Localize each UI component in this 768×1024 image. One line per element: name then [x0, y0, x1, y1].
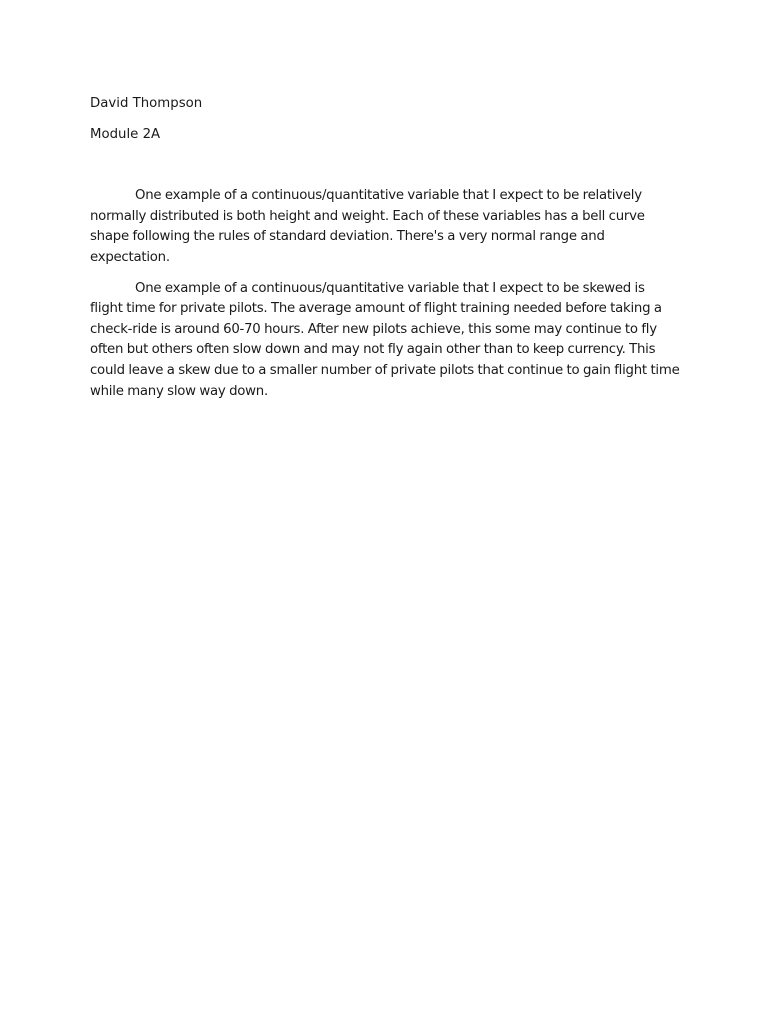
module-title: Module 2A: [90, 126, 161, 142]
document-body: [90, 186, 680, 402]
paragraph-skewed-distribution: One example of a continuous/quantitative variable that I expect to be skewed is flight time for private pilots. The average amount of flight training needed before taking a check-ride is around 60-70 hours. After new pilots achieve, this some may continue to fly often but others often slow down and may not fly again other than to keep currency. This could leave a skew due to a smaller number of private pilots that continue to gain flight time while many slow way down.: [90, 280, 680, 399]
document-content: [90, 94, 680, 412]
paragraph-normal-distribution: One example of a continuous/quantitative variable that I expect to be relatively normally distributed is both height and weight. Each of these variables has a bell curve shape following the rules of standard deviation. There's a very normal range and expectation.: [90, 188, 645, 265]
author-name: David Thompson: [90, 96, 203, 111]
